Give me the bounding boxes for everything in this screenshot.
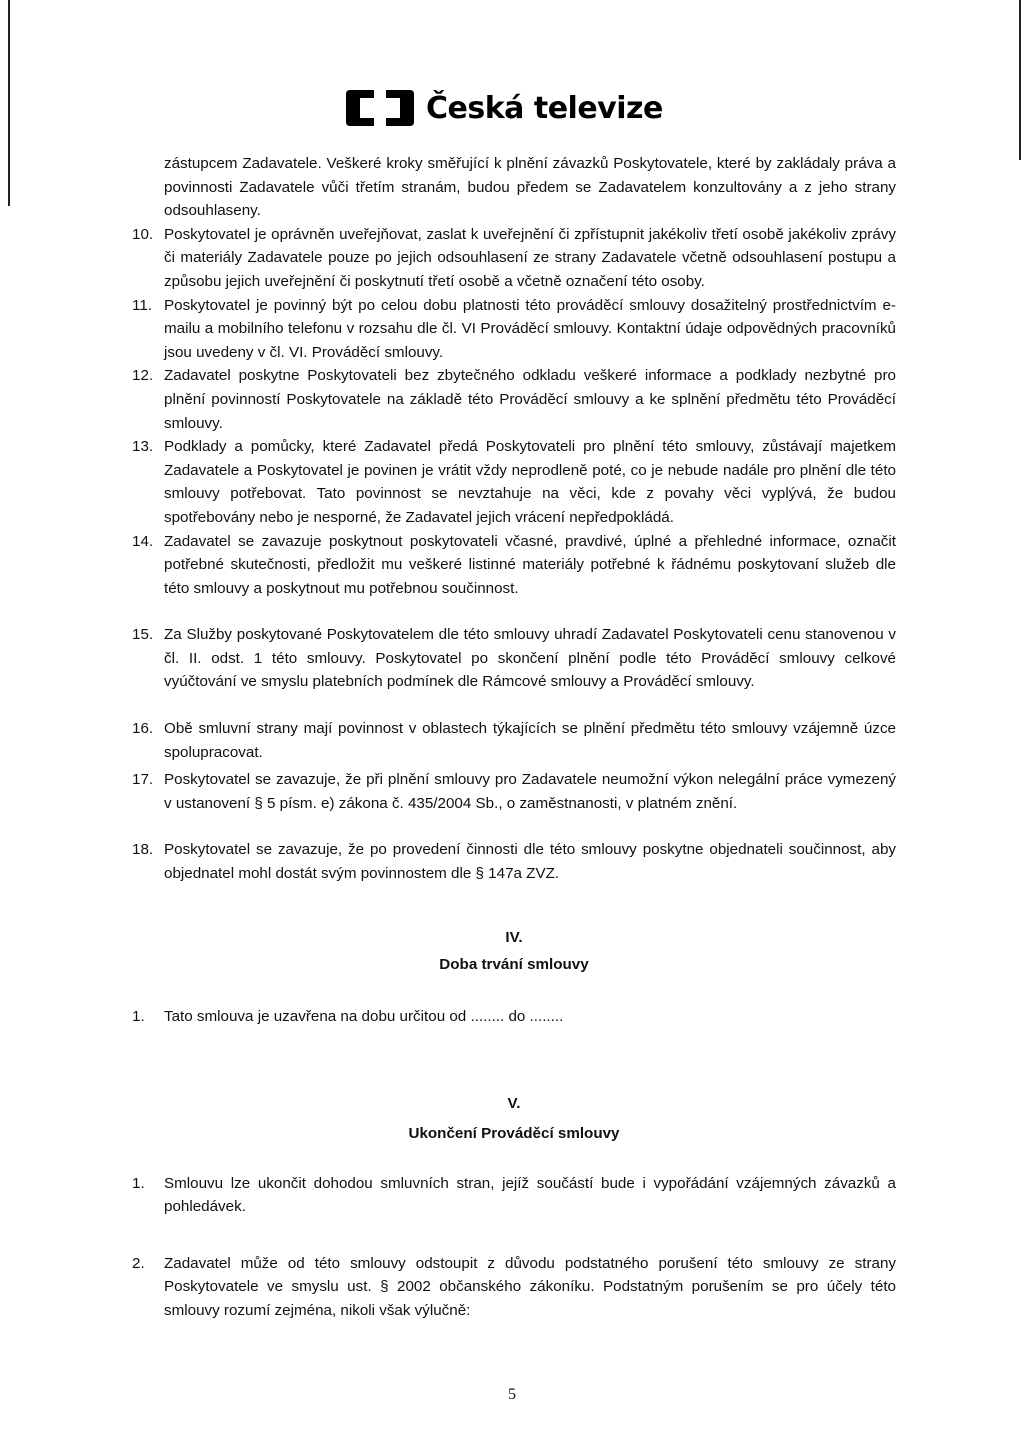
item-text: Zadavatel může od této smlouvy odstoupit z důvodu podstatného porušení této smlouvy ze strany Poskytovatele ve smyslu ust. § 2002 občanského zákoníku. Podstatným porušením se pro účely této smlouvy rozumí zejména, nikoli však výlučně: bbox=[164, 1254, 896, 1319]
paragraph-number: 12. bbox=[132, 367, 154, 385]
document-body bbox=[132, 152, 896, 1323]
item-text: Smlouvu lze ukončit dohodou smluvních stran, jejíž součástí bude i vypořádání vzájemných závazků a pohledávek. bbox=[164, 1174, 896, 1216]
paragraph-11 bbox=[132, 294, 896, 365]
section-5-item-2 bbox=[132, 1252, 896, 1323]
paragraph-number: 11. bbox=[132, 296, 152, 314]
paragraph-number: 14. bbox=[132, 532, 154, 550]
paragraph-text: Zadavatel poskytne Poskytovateli bez zbytečného odkladu veškeré informace a podklady nezbytné pro plnění povinností Poskytovatele na základě této Prováděcí smlouvy a ke splnění předmětu této Prováděcí smlouvy. bbox=[164, 367, 896, 432]
paragraph-18 bbox=[132, 838, 896, 885]
paragraph-text: Zadavatel se zavazuje poskytnout poskytovateli včasné, pravdivé, úplné a přehledné informace, označit potřebné skutečnosti, předložit mu veškeré listinné materiály potřebné k řádnému poskytovaní služeb dle této smlouvy a poskytnout mu potřebnou součinnost. bbox=[164, 532, 896, 597]
paragraph-text: Obě smluvní strany mají povinnost v oblastech týkajících se plnění předmětu této smlouvy vzájemně úzce spolupracovat. bbox=[164, 720, 896, 761]
paragraph-14 bbox=[132, 530, 896, 601]
paragraph-number: 18. bbox=[132, 841, 154, 859]
paragraph-text: Poskytovatel se zavazuje, že při plnění smlouvy pro Zadavatele neumožní výkon nelegální práce vymezený v ustanovení § 5 písm. e) zákona č. 435/2004 Sb., o zaměstnanosti, v platném znění. bbox=[164, 771, 896, 812]
ct-logo-icon bbox=[344, 88, 416, 128]
section-5-number: V. bbox=[507, 1095, 521, 1113]
paragraph-text: Za Služby poskytované Poskytovatelem dle této smlouvy uhradí Zadavatel Poskytovateli cenu stanovenou v čl. II. odst. 1 této smlouvy. Poskytovatel po skončení plnění podle této Prováděcí smlouvy celkové vyúčtování ve smyslu platebních podmínek dle Rámcové smlouvy a Prováděcí smlouvy. bbox=[164, 626, 896, 691]
paragraph-13 bbox=[132, 435, 896, 529]
section-5-item-1 bbox=[132, 1172, 896, 1219]
paragraph-text: Poskytovatel je povinný být po celou dobu platnosti této prováděcí smlouvy dosažitelný prostřednictvím e-mailu a mobilního telefonu v rozsahu dle čl. VI Prováděcí smlouvy. Kontaktní údaje odpovědných pracovníků jsou uvedeny v čl. VI. Prováděcí smlouvy. bbox=[164, 296, 896, 361]
paragraph-text: Poskytovatel je oprávněn uveřejňovat, zaslat k uveřejnění či zpřístupnit jakékoliv třetí osobě jakékoliv zprávy či materiály Zadavatele pouze po jejich odsouhlasení ze strany Zadavatele včetně odsouhlasení postupu a způsobu jejich uveřejnění či poskytnutí třetí osobě a včetně označení této osoby. bbox=[164, 225, 896, 290]
ct-logo bbox=[344, 88, 663, 128]
paragraph-number: 16. bbox=[132, 720, 154, 738]
paragraph-16 bbox=[132, 717, 896, 764]
item-text: Tato smlouva je uzavřena na dobu určitou od ........ do ........ bbox=[164, 1007, 564, 1025]
paragraph-9-continuation: zástupcem Zadavatele. Veškeré kroky směřující k plnění závazků Poskytovatele, které by zakládaly práva a povinnosti Zadavatele vůči třetím stranám, budou předem se Zadavatelem konzultovány a z jeho strany odsouhlaseny. bbox=[164, 155, 896, 220]
paragraph-12 bbox=[132, 364, 896, 435]
item-number: 1. bbox=[132, 1007, 145, 1025]
item-number: 1. bbox=[132, 1174, 145, 1192]
paragraph-15 bbox=[132, 623, 896, 694]
paragraph-number: 10. bbox=[132, 225, 154, 243]
section-5-title: Ukončení Prováděcí smlouvy bbox=[408, 1125, 620, 1142]
right-scan-edge bbox=[1019, 0, 1021, 160]
paragraph-number: 13. bbox=[132, 438, 154, 456]
paragraph-number: 17. bbox=[132, 771, 154, 789]
section-4-item-1 bbox=[132, 1005, 896, 1029]
left-scan-edge bbox=[8, 0, 10, 206]
paragraph-10 bbox=[132, 223, 896, 294]
page-number: 5 bbox=[508, 1386, 516, 1403]
paragraph-number: 15. bbox=[132, 626, 154, 644]
paragraph-17 bbox=[132, 768, 896, 815]
paragraph-text: Podklady a pomůcky, které Zadavatel předá Poskytovateli pro plnění této smlouvy, zůstávají majetkem Zadavatele a Poskytovatel je povinen je vrátit vždy neprodleně poté, co je nebude nadále pro plnění dle této smlouvy potřebovat. Tato povinnost se nevztahuje na věci, kde z povahy věci vyplývá, že budou spotřebovány nebo je nesporné, že Zadavatel jejich vrácení nepředpokládá. bbox=[164, 438, 896, 526]
item-number: 2. bbox=[132, 1254, 145, 1272]
paragraph-text: Poskytovatel se zavazuje, že po provedení činnosti dle této smlouvy poskytne objednateli součinnost, aby objednatel mohl dostát svým povinnostem dle § 147a ZVZ. bbox=[164, 841, 896, 883]
logo-text: Česká televize bbox=[426, 90, 663, 126]
section-4-title: Doba trvání smlouvy bbox=[439, 956, 589, 974]
section-4-number: IV. bbox=[505, 928, 523, 946]
